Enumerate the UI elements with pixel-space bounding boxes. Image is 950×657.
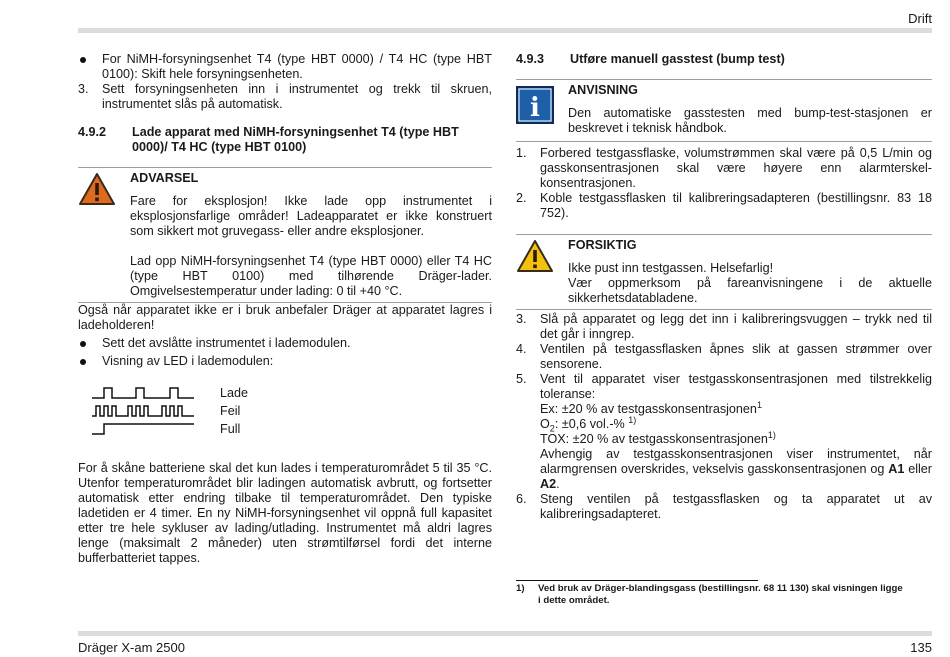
led-pulse-fast-icon: [90, 404, 200, 418]
paragraph: Også når apparatet ikke er i bruk anbefaler Dräger at apparatet lagres i ladeholderen!: [78, 303, 492, 332]
legend-row: Full: [78, 421, 492, 439]
divider: [516, 79, 932, 80]
caution-title: FORSIKTIG: [568, 238, 637, 252]
header-bar: [78, 28, 932, 33]
list-item: 1. Forbered testgassflaske, volumstrømmen skal være på 0,5 L/min og gasskonsentrasjonen skal være høyere enn alarmterskel-konsentrasjonen.: [516, 146, 932, 190]
section-label: Drift: [908, 11, 932, 26]
list-item: 6. Steng ventilen på testgassflasken og ta apparatet ut av kalibreringsadapteret.: [516, 492, 932, 521]
divider: [516, 234, 932, 235]
list-item: 4. Ventilen på testgassflasken åpnes slik at gassen strømmer over sensorene.: [516, 342, 932, 371]
caution-icon: [516, 239, 554, 277]
warning-title: ADVARSEL: [130, 171, 199, 185]
paragraph: For å skåne batteriene skal det kun lades i temperaturområdet 5 til 35 °C. Utenfor temperaturområdet blir ladingen automatisk avbrutt, og fortsetter automatisk etter endring tilbake til temperaturområdet. Den typiske ladetiden er 4 timer. En ny NiMH-forsyningsenhet vil oppnå full kapasitet etter tre hele sykluser av lading/utlading. Instrumentet må aldri lagres lenge (maksimalt 2 måneder) uten strømtilførsel fordi det interne bufferbatteriet tappes.: [78, 461, 492, 565]
product-name: Dräger X-am 2500: [78, 640, 185, 655]
legend-row: Lade: [78, 385, 492, 403]
list-item: 3. Sett forsyningsenheten inn i instrumentet og trekk til skruen, instrumentet slås på automatisk.: [78, 82, 492, 111]
list-item: For NiMH-forsyningsenhet T4 (type HBT 0000) / T4 HC (type HBT 0100): Skift hele forsyningsenheten.: [78, 52, 492, 82]
divider: [78, 167, 492, 168]
list-item: Visning av LED i lademodulen:: [78, 354, 492, 369]
list-item: Sett det avslåtte instrumentet i lademodulen.: [78, 336, 492, 351]
svg-text:i: i: [530, 93, 540, 123]
info-title: ANVISNING: [568, 83, 638, 97]
footnote: 1) Ved bruk av Dräger-blandingsgass (bestillingsnr. 68 11 130) skal visningen ligge i dette området.: [516, 583, 903, 606]
info-icon: [516, 86, 554, 128]
right-column: [516, 52, 932, 522]
page-number: 135: [910, 640, 932, 655]
warning-icon: [78, 172, 116, 210]
left-column: [78, 52, 492, 566]
section-heading: 4.9.2 Lade apparat med NiMH-forsyningsenhet T4 (type HBT 0000)/ T4 HC (type HBT 0100): [78, 125, 459, 154]
info-box: i ANVISNING Den automatiske gasstesten med bump-test-stasjonen er beskrevet i teknisk håndbok.: [516, 83, 932, 136]
steps-list: [516, 312, 932, 522]
led-pulse-slow-icon: [90, 386, 200, 400]
section-heading: 4.9.3 Utføre manuell gasstest (bump test): [516, 52, 785, 66]
led-steady-icon: [90, 422, 200, 436]
bullet-icon: [80, 57, 86, 63]
bullet-icon: [80, 359, 86, 365]
list-item: 5. Vent til apparatet viser testgasskonsentrasjonen med tilstrekkelig toleranse: Ex: ±20 % av testgasskonsentrasjonen$^1$ $O_2$: ±0,6 vol.-% $^{1)}$ TOX: ±20 % av testgasskonsentrasjonen$^{1)}$ Avhengig av testgasskonsentrasjonen viser instrumentet, når alarmgrensen overskrides, vekselvis gasskonsentrasjonen og A1 eller A2.: [516, 372, 932, 491]
list-item: 3. Slå på apparatet og legg det inn i kalibreringsvuggen – trykk ned til det går i inngrep.: [516, 312, 932, 341]
list-item: 2. Koble testgassflasken til kalibreringsadapteren (bestillingsnr. 83 18 752).: [516, 191, 932, 220]
caution-box: FORSIKTIG Ikke pust inn testgassen. Helsefarlig! Vær oppmerksom på fareanvisningene i de aktuelle sikkerhetsdatabladene.: [516, 238, 932, 306]
warning-box: ADVARSEL Fare for eksplosjon! Ikke lade opp instrumentet i eksplosjonsfarlige områder! Ladeapparatet er ikke konstruert som sikkert mot gruvegass- eller andre eksplosjoner. Lad opp NiMH-forsyningsenhet T4 (type HBT 0000) eller T4 HC (type HBT 0100) med tilhørende Dräger-lader. Omgivelsestemperatur under lading: 0 til +40 °C.: [78, 171, 492, 299]
footnote-rule: [516, 580, 758, 581]
steps-list: [516, 146, 932, 221]
footer-bar: [78, 631, 932, 636]
divider: [516, 141, 932, 142]
divider: [516, 309, 932, 310]
legend-row: Feil: [78, 403, 492, 421]
led-legend: [78, 385, 492, 439]
bullet-icon: [80, 341, 86, 347]
